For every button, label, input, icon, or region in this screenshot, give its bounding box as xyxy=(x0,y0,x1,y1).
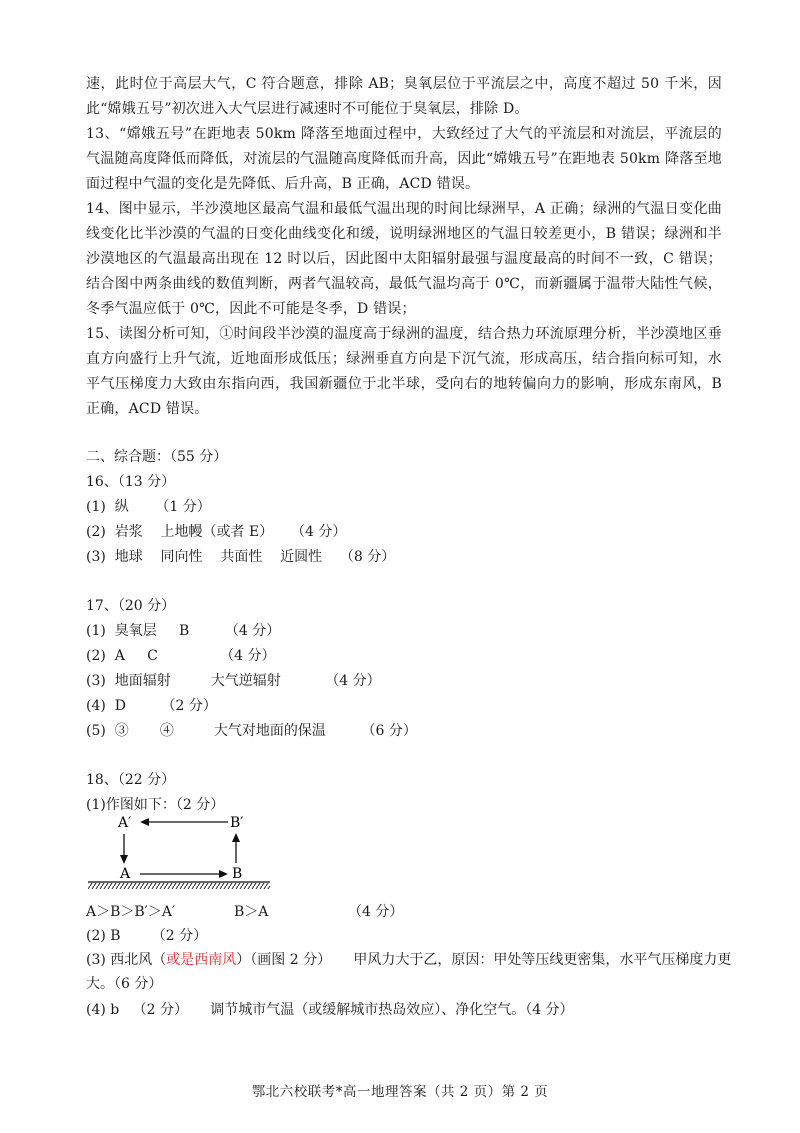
q17-line-1: (1) 臭氧层 B （4 分） xyxy=(86,623,281,639)
q17-line-5: (5) ③ ④ 大气对地面的保温 （6 分） xyxy=(86,723,417,739)
page-footer: 鄂北六校联考*高一地理答案（共 2 页）第 2 页 xyxy=(251,1084,549,1100)
q18-line-2-mid: B＞A xyxy=(234,904,269,920)
q16-line-1: (1) 纵 （1 分） xyxy=(86,499,211,515)
q18-line-4-cont: 大。（6 分） xyxy=(86,976,163,992)
arrow-b-prime-to-a-prime xyxy=(140,818,228,826)
q18-line-3: (2) B （2 分） xyxy=(86,928,208,944)
q16-line-3: (3) 地球 同向性 共面性 近圆性 （8 分） xyxy=(86,549,396,565)
answer-14: 14、图中显示，半沙漠地区最高气温和最低气温出现的时间比绿洲早，A 正确；绿洲的气温日变化曲线变化比半沙漠的气温的日变化曲线变化和缓，说明绿洲地区的气温日较差更小，B 错误；绿洲和半沙漠地区的气温最高出现在 12 时以后，因此图中太阳辐射最强与温度最高的时间不一致，C 错误；结合图中两条曲线的数值判断，两者气温较高，最低气温均高于 0℃，而新疆属于温带大陆性气候，冬季气温应低于 0℃，因此不可能是冬季，D 错误； xyxy=(86,201,722,317)
answer-15: 15、读图分析可知，①时间段半沙漠的温度高于绿洲的温度，结合热力环流原理分析，半沙漠地区垂直方向盛行上升气流，近地面形成低压；绿洲垂直方向是下沉气流，形成高压，结合指向标可知，水平气压梯度力大致由东指向西，我国新疆位于北半球，受向右的地转偏向力的影响，形成东南风，B 正确，ACD 错误。 xyxy=(86,326,722,417)
answer-13: 13、“嫦娥五号”在距地表 50km 降落至地面过程中，大致经过了大气的平流层和对流层，平流层的气温随高度降低而降低，对流层的气温随高度降低而升高，因此“嫦娥五号”在距地表 50km 降落至地面过程中气温的变化是先降低、后升高，B 正确，ACD 错误。 xyxy=(86,126,722,192)
answer-12-continuation: 速，此时位于高层大气，C 符合题意，排除 AB；臭氧层位于平流层之中，高度不超过 50 千米，因此“嫦娥五号”初次进入大气层进行减速时不可能位于臭氧层，排除 D。 xyxy=(86,76,722,117)
question-16-header: 16、（13 分） xyxy=(86,474,176,490)
arrow-a-prime-down-to-a xyxy=(120,834,128,864)
label-a-prime: A′ xyxy=(118,815,132,831)
question-18-header: 18、（22 分） xyxy=(86,772,176,788)
q17-line-3: (3) 地面辐射 大气逆辐射 （4 分） xyxy=(86,673,381,689)
q18-line-4-alt-answer: 或是西南风 xyxy=(166,952,237,968)
thermal-circulation-diagram xyxy=(86,808,276,892)
label-b-prime: B′ xyxy=(230,815,244,831)
q17-line-4: (4) D （2 分） xyxy=(86,698,217,714)
label-b: B xyxy=(232,866,243,882)
arrow-b-up-to-b-prime xyxy=(232,833,240,863)
q18-line-5: (4) b （2 分） 调节城市气温（或缓解城市热岛效应）、净化空气。（4 分） xyxy=(86,1002,574,1018)
arrow-a-to-b xyxy=(140,870,228,878)
ground-surface xyxy=(88,882,270,889)
q18-line-4 xyxy=(86,950,731,970)
q18-line-4-part-b: ）（画图 2 分） 甲风力大于乙，原因：甲处等压线更密集，水平气压梯度力更 xyxy=(236,952,732,968)
label-a: A xyxy=(120,866,131,882)
q18-line-4-part-a: (3) 西北风（ xyxy=(86,952,167,968)
section-2-title: 二、综合题：（55 分） xyxy=(86,449,228,465)
q18-line-1: (1)作图如下：（2 分） xyxy=(86,797,225,813)
q16-line-2: (2) 岩浆 上地幔（或者 E） （4 分） xyxy=(86,524,347,540)
q18-line-2-left: A＞B＞B′＞A′ xyxy=(86,904,176,920)
q18-line-2-right: （4 分） xyxy=(348,904,404,920)
q17-line-2: (2) A C （4 分） xyxy=(86,648,276,664)
question-17-header: 17、（20 分） xyxy=(86,598,176,614)
